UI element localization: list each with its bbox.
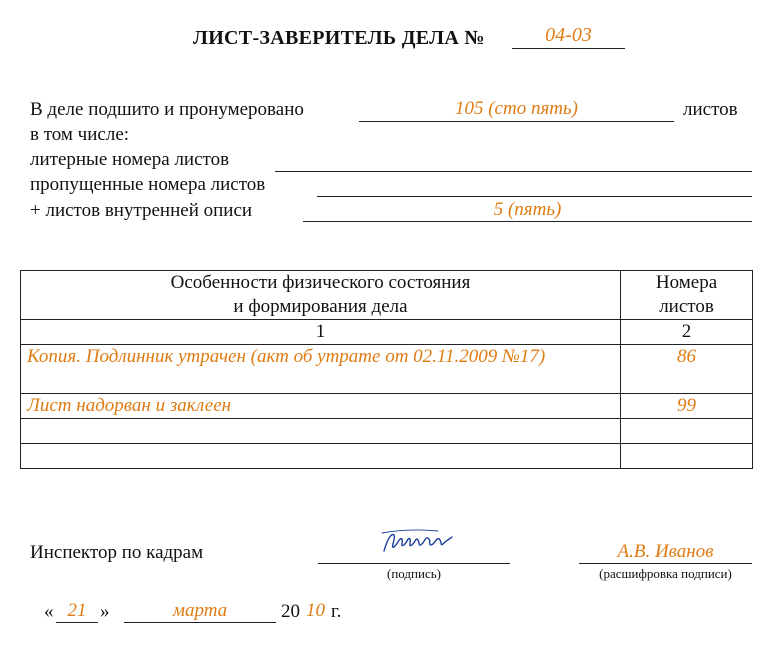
pages-line — [359, 121, 674, 122]
letter-numbers-line — [275, 171, 752, 172]
case-number-value[interactable]: 04-03 — [545, 24, 592, 46]
date-year-unit: г. — [331, 601, 342, 622]
sheets-cell[interactable]: 86 — [621, 345, 753, 394]
pages-unit: листов — [683, 99, 738, 120]
sheets-cell[interactable] — [621, 444, 753, 469]
feature-cell[interactable] — [21, 444, 621, 469]
inventory-value[interactable]: 5 (пять) — [493, 199, 562, 220]
missed-numbers-label: пропущенные номера листов — [30, 174, 266, 195]
header-sheet-numbers: Номера листов — [621, 271, 753, 320]
handwritten-signature — [378, 527, 458, 557]
page-title: ЛИСТ-ЗАВЕРИТЕЛЬ ДЕЛА № — [193, 27, 485, 49]
feature-cell[interactable]: Лист надорван и заклеен — [21, 394, 621, 419]
name-value[interactable]: А.В. Иванов — [617, 541, 714, 562]
case-number-line — [512, 48, 625, 49]
column-number-1: 1 — [21, 320, 621, 345]
date-day-line — [56, 622, 98, 623]
table-row — [21, 345, 753, 394]
date-year-prefix: 20 — [281, 601, 300, 622]
table-row — [21, 394, 753, 419]
pages-value[interactable]: 105 (сто пять) — [454, 98, 578, 119]
table-row — [21, 419, 753, 444]
signature-line — [318, 563, 510, 564]
date-year-suffix[interactable]: 10 — [306, 600, 325, 621]
date-close-quote: » — [100, 601, 110, 622]
table-row — [21, 444, 753, 469]
name-line — [579, 563, 752, 564]
date-open-quote: « — [44, 601, 54, 622]
signature-caption: (подпись) — [387, 566, 441, 581]
date-day[interactable]: 21 — [67, 600, 87, 621]
inspector-position: Инспектор по кадрам — [30, 542, 204, 563]
pages-label: В деле подшито и пронумеровано — [30, 99, 304, 120]
sheets-cell[interactable]: 99 — [621, 394, 753, 419]
missed-numbers-line — [317, 196, 752, 197]
table-header-row — [21, 271, 753, 320]
date-month[interactable]: марта — [172, 600, 228, 621]
sheets-cell[interactable] — [621, 419, 753, 444]
feature-cell[interactable] — [21, 419, 621, 444]
date-month-line — [124, 622, 276, 623]
name-caption: (расшифровка подписи) — [599, 566, 732, 581]
feature-cell[interactable]: Копия. Подлинник утрачен (акт об утрате от 02.11.2009 №17) — [21, 345, 621, 394]
inventory-line — [303, 221, 752, 222]
table-column-numbers-row — [21, 320, 753, 345]
inventory-label: + листов внутренней описи — [30, 200, 253, 221]
letter-numbers-label: литерные номера листов — [30, 149, 230, 170]
including-label: в том числе: — [30, 124, 130, 145]
column-number-2: 2 — [621, 320, 753, 345]
header-features: Особенности физического состояния и формирования дела — [21, 271, 621, 320]
features-table — [20, 270, 753, 469]
